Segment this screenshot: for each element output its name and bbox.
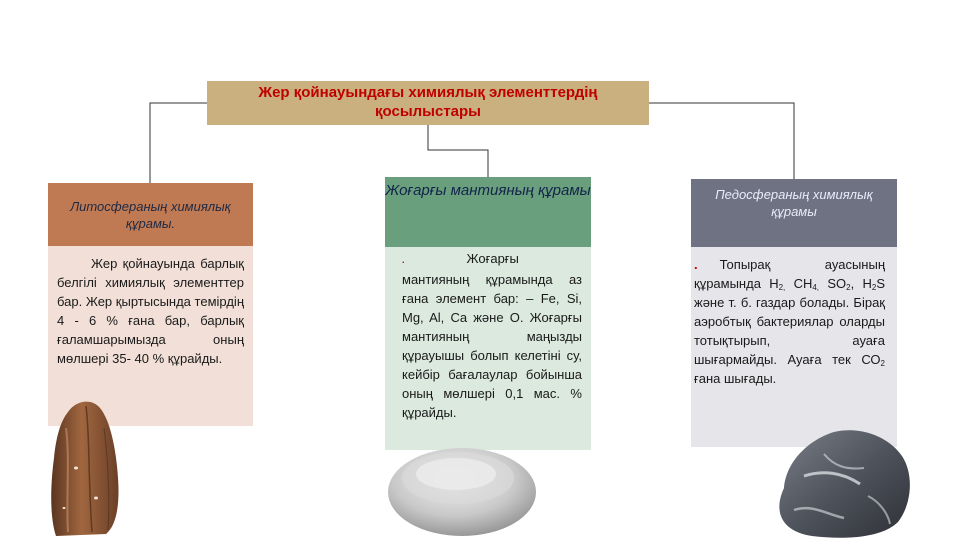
pedosphere-body-box [691,247,897,447]
pedosphere-text-3: SО [819,276,847,291]
mantle-heading-box [385,177,591,247]
pedosphere-text-4: , Н [850,276,872,291]
mantle-bullet: . [402,255,405,265]
diagram-title-line2: қосылыстары [375,103,481,120]
subscript: 2 [846,283,851,292]
lithosphere-heading-box [48,183,253,246]
brown-rock-icon [46,398,122,538]
connector-right [649,103,794,179]
gray-pebble-icon [386,432,538,538]
pedosphere-text-2: СН [785,276,813,291]
lithosphere-text: Жер қойнауында барлық белгілі химиялық элементтер бар. Жер қыртысында темірдің 4 - 6 % ғана бар, барлық ғаламшарымызда оның мөлшері 35- 40 % құрайды. [57,256,244,366]
subscript: 4, [812,283,820,292]
pedosphere-heading: Педосфераның химиялық құрамы [715,187,873,219]
pedosphere-text-5: S және т. б. газдар болады. Бірақ аэробтық бактериялар оларды тотықтырып, ауаға шығармайды. Ауаға тек СО [694,276,885,367]
pedosphere-bullet: . [694,257,698,272]
subscript: 2, [778,283,786,292]
connector-left [150,103,207,183]
pedosphere-text-1: Топырақ ауасының құрамында Н [694,257,885,291]
diagram-title [207,81,649,125]
dark-stone-icon [764,426,914,538]
pedosphere-heading-box [691,179,897,247]
subscript: 2 [871,283,877,292]
mantle-body-box [385,247,591,450]
connector-middle [428,125,488,177]
subscript: 2 [880,359,885,368]
diagram-title-line1: Жер қойнауындағы химиялық элементтердің [258,84,598,101]
mantle-heading: Жоғарғы мантияның құрамы [385,182,591,199]
mantle-text: Жоғарғы мантияның құрамында аз ғана элемент бар: – Fe, Si, Mg, Al, Ca және O. Жоғарғы мантияның маңызды құрауышы болып келетіні су, кейбір бағалаулар бойынша оның мөлшері 0,1 мас. % құрайды. [402,251,582,420]
pedosphere-text-6: ғана шығады. [694,371,777,386]
lithosphere-heading: Литосфераның химиялық құрамы. [70,198,231,231]
